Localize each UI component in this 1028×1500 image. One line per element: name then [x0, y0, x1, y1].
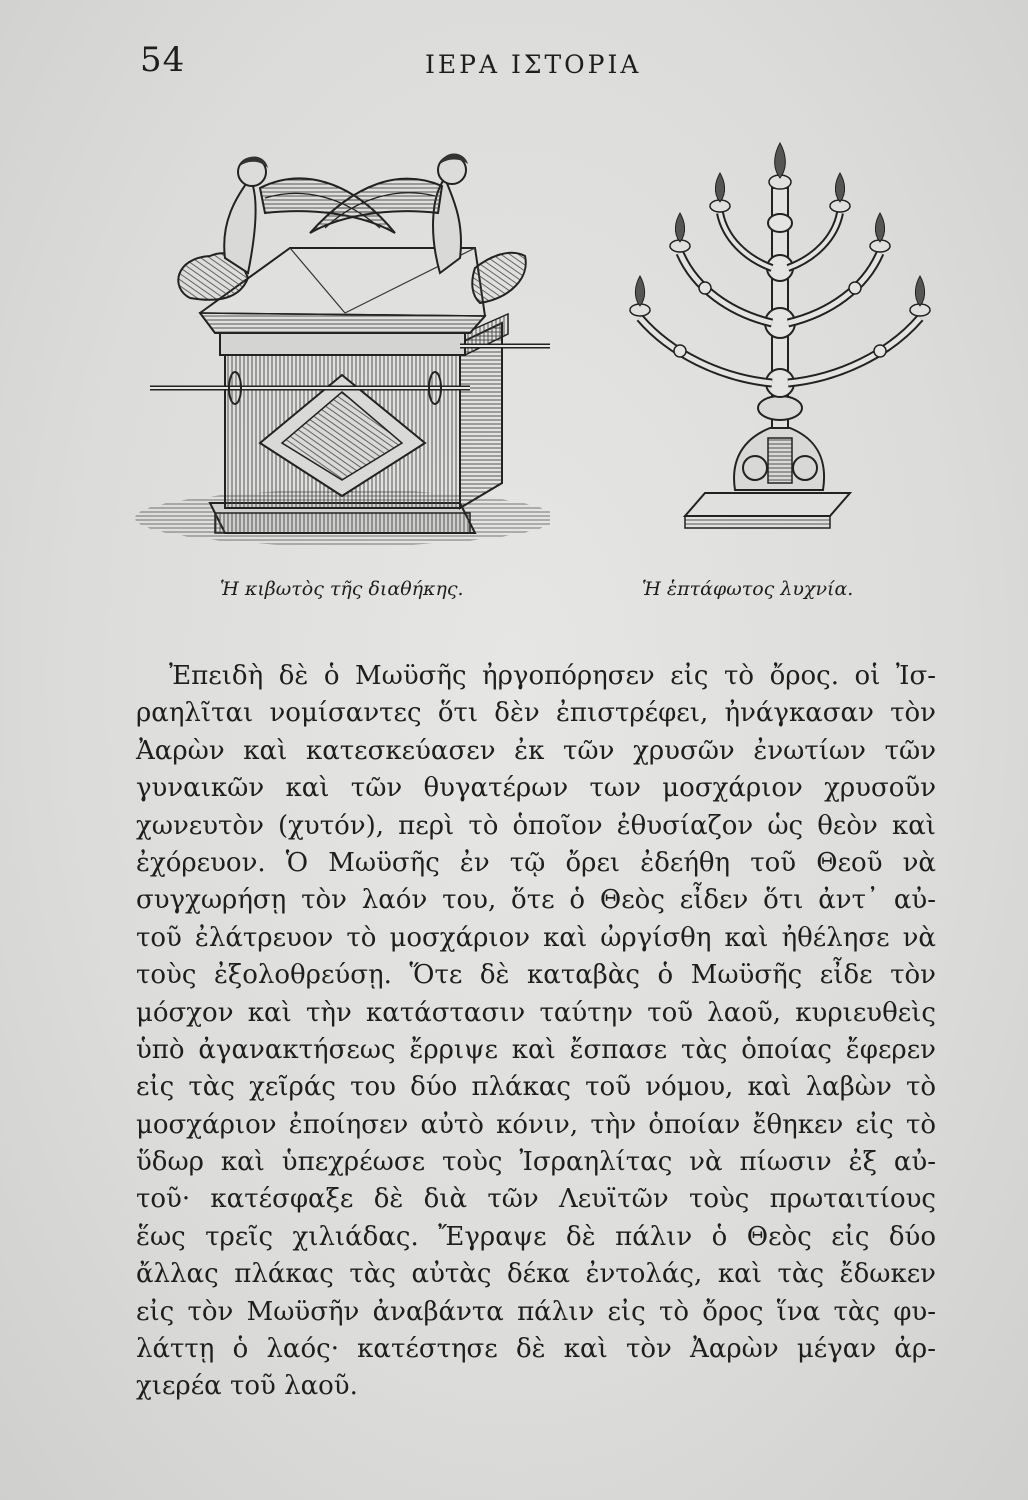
menorah-caption: Ἡ ἑπτάφωτος λυχνία. [642, 578, 854, 600]
text-line: Ἀαρὼν καὶ κατεσκεύασεν ἐκ τῶν χρυσῶν ἐνωτίων τῶν [136, 735, 936, 766]
ark-of-covenant-figure [130, 138, 550, 618]
text-line: ὕδωρ καὶ ὑπεχρέωσε τοὺς Ἰσραηλίτας νὰ πίωσιν ἐξ αὐ- [136, 1147, 936, 1178]
text-line: τοῦ ἐλάτρευον τὸ μοσχάριον καὶ ὠργίσθη καὶ ἠθέλησε νὰ [136, 922, 936, 953]
text-line: Ἐπειδὴ δὲ ὁ Μωϋσῆς ἠργοπόρησεν εἰς τὸ ὄρος. οἱ Ἰσ- [169, 661, 936, 691]
text-line: μοσχάριον ἐποίησεν αὐτὸ κόνιν, τὴν ὁποίαν ἔθηκεν εἰς τὸ [136, 1109, 936, 1140]
ark-of-covenant-illustration [130, 138, 550, 568]
text-line: ραηλῖται νομίσαντες ὅτι δὲν ἐπιστρέφει, ἠνάγκασαν τὸν [136, 698, 936, 729]
text-line: γυναικῶν καὶ τῶν θυγατέρων των μοσχάριον χρυσοῦν [136, 773, 936, 804]
text-line: χωνευτὸν (χυτόν), περὶ τὸ ὁποῖον ἐθυσίαζον ὡς θεὸν καὶ [136, 810, 936, 841]
text-line: χιερέα τοῦ λαοῦ. [136, 1371, 358, 1402]
page-header [140, 40, 930, 90]
main-text [136, 658, 936, 1406]
running-title: ΙΕΡΑ ΙΣΤΟΡΙΑ [425, 50, 642, 79]
text-line: ἐχόρευον. Ὁ Μωϋσῆς ἐν τῷ ὄρει ἐδεήθη τοῦ Θεοῦ νὰ [136, 847, 936, 878]
text-line: τοῦ· κατέσφαξε δὲ διὰ τῶν Λευϊτῶν τοὺς πρωταιτίους [136, 1184, 936, 1215]
text-line: ἄλλας πλάκας τὰς αὐτὰς δέκα ἐντολάς, καὶ τὰς ἔδωκεν [136, 1259, 936, 1290]
text-line: λάττῃ ὁ λαός· κατέστησε δὲ καὶ τὸν Ἀαρὼν μέγαν ἀρ- [136, 1334, 936, 1365]
text-line: συγχωρήσῃ τὸν λαόν του, ὅτε ὁ Θεὸς εἶδεν ὅτι ἀντ᾽ αὐ- [136, 885, 936, 916]
text-line: τοὺς ἐξολοθρεύσῃ. Ὅτε δὲ καταβὰς ὁ Μωϋσῆς εἶδε τὸν [136, 960, 936, 991]
ark-caption: Ἡ κιβωτὸς τῆς διαθήκης. [220, 578, 464, 600]
text-line: εἰς τὰς χεῖράς του δύο πλάκας τοῦ νόμου, καὶ λαβὼν τὸ [136, 1072, 936, 1103]
page-number: 54 [140, 40, 186, 80]
text-line: μόσχον καὶ τὴν κατάστασιν ταύτην τοῦ λαοῦ, κυριευθεὶς [136, 997, 936, 1028]
text-line: ἕως τρεῖς χιλιάδας. Ἔγραψε δὲ πάλιν ὁ Θεὸς εἰς δύο [136, 1221, 936, 1252]
illustrations [130, 138, 930, 618]
text-line: ὑπὸ ἀγανακτήσεως ἔρριψε καὶ ἔσπασε τὰς ὁποίας ἔφερεν [136, 1034, 936, 1065]
menorah-illustration [620, 138, 940, 568]
menorah-figure [620, 138, 940, 618]
text-line: εἰς τὸν Μωϋσῆν ἀναβάντα πάλιν εἰς τὸ ὄρος ἵνα τὰς φυ- [136, 1296, 936, 1327]
